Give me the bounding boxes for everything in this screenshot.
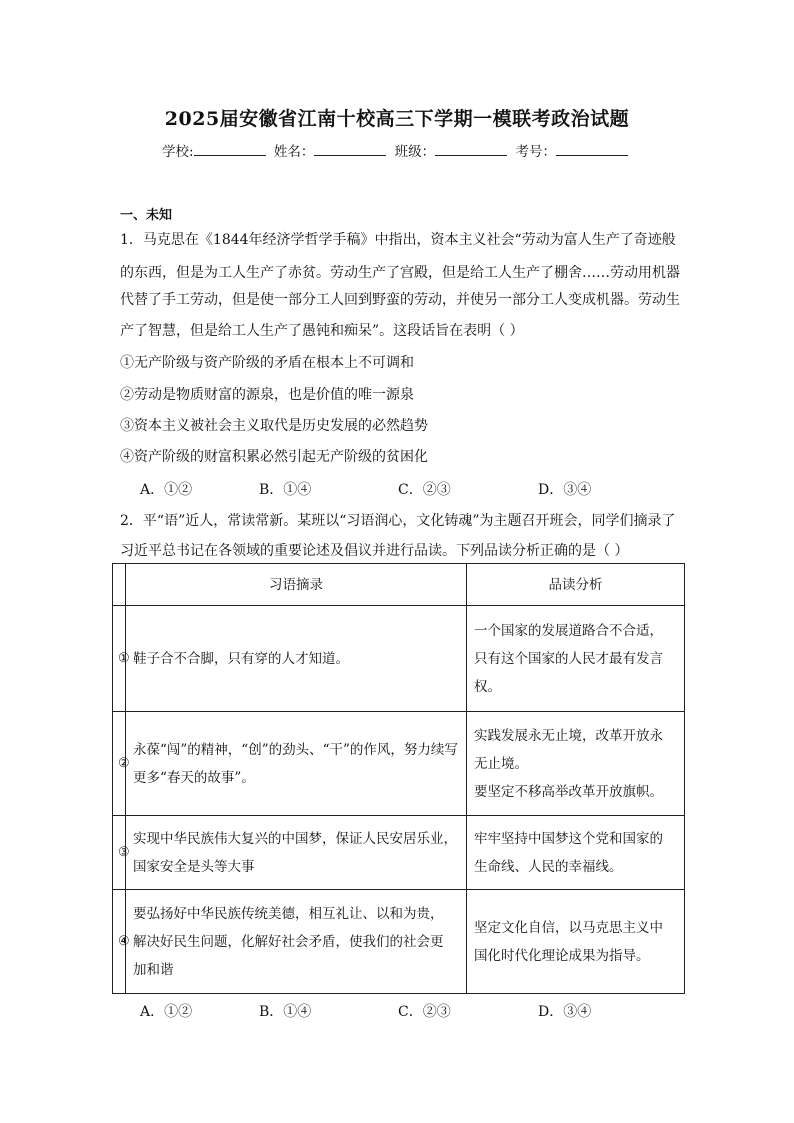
class-blank[interactable] <box>435 142 507 156</box>
quote-line: 永葆“闯”的精神，“创”的劲头、“干”的作风，努力续写 <box>133 741 458 758</box>
quote-line: 鞋子合不合脚，只有穿的人才知道。 <box>133 650 349 667</box>
analysis-line: 只有这个国家的人民才最有发言 <box>474 650 663 667</box>
table-header-row <box>113 564 685 606</box>
analysis-cell <box>467 606 685 712</box>
q1-line: 的东西，但是为工人生产了赤贫。劳动生产了宫殿，但是给工人生产了棚舍……劳动用机器 <box>120 265 680 281</box>
q1-option-b[interactable]: B．①④ <box>259 482 312 498</box>
exam-title: 2025届安徽省江南十校高三下学期一模联考政治试题 <box>164 108 630 130</box>
exam-number-blank[interactable] <box>556 142 628 156</box>
q2-option-a[interactable]: A．①② <box>140 1004 193 1020</box>
analysis-line: 一个国家的发展道路合不合适， <box>474 622 663 639</box>
school-blank[interactable] <box>194 142 266 156</box>
row-number: ③ <box>113 816 126 890</box>
exam-number-label: 考号： <box>515 144 556 160</box>
table-corner-cell <box>113 564 126 606</box>
table-row <box>113 890 685 994</box>
q2-option-c[interactable]: C．②③ <box>398 1004 451 1020</box>
analysis-line: 要坚定不移高举改革开放旗帜。 <box>474 783 663 800</box>
analysis-line: 权。 <box>474 678 501 695</box>
table-row <box>113 712 685 816</box>
q1-statement-4: ④资产阶级的财富积累必然引起无产阶级的贫困化 <box>120 449 428 465</box>
analysis-cell <box>467 712 685 816</box>
header-quote: 习语摘录 <box>126 564 467 606</box>
quote-cell <box>126 606 467 712</box>
quote-line: 加和谐 <box>133 961 174 978</box>
header-analysis: 品读分析 <box>467 564 685 606</box>
q1-option-d[interactable]: D．③④ <box>538 482 592 498</box>
q1-statement-1: ①无产阶级与资产阶级的矛盾在根本上不可调和 <box>120 355 414 371</box>
school-label: 学校: <box>162 144 194 160</box>
analysis-line: 国化时代化理论成果为指导。 <box>474 947 650 964</box>
row-number: ④ <box>113 890 126 994</box>
quote-cell <box>126 816 467 890</box>
analysis-cell <box>467 816 685 890</box>
analysis-line: 实践发展永无止境，改革开放永 <box>474 727 663 744</box>
q2-option-d[interactable]: D．③④ <box>538 1004 592 1020</box>
analysis-line: 坚定文化自信，以马克思主义中 <box>474 919 663 936</box>
student-info-line <box>162 140 630 160</box>
class-label: 班级： <box>394 144 436 160</box>
quote-analysis-table <box>112 563 685 994</box>
analysis-cell <box>467 890 685 994</box>
analysis-line: 生命线、人民的幸福线。 <box>474 858 623 875</box>
quote-line: 实现中华民族伟大复兴的中国梦，保证人民安居乐业， <box>133 830 457 847</box>
q2-line: 2．平“语”近人，常读常新。某班以“习语润心，文化铸魂”为主题召开班会，同学们摘录了 <box>120 513 676 529</box>
q1-option-a[interactable]: A．①② <box>140 482 193 498</box>
quote-cell <box>126 890 467 994</box>
analysis-line: 无止境。 <box>474 755 528 772</box>
q1-statement-3: ③资本主义被社会主义取代是历史发展的必然趋势 <box>120 418 428 434</box>
q2-option-b[interactable]: B．①④ <box>259 1004 312 1020</box>
row-number: ① <box>113 606 126 712</box>
q1-line: 产了智慧，但是给工人生产了愚钝和痴呆”。这段话旨在表明（ ） <box>120 323 524 339</box>
q1-line: 代替了手工劳动，但是使一部分工人回到野蛮的劳动，并使另一部分工人变成机器。劳动生 <box>120 292 680 308</box>
table-row <box>113 606 685 712</box>
quote-line: 解决好民生问题，化解好社会矛盾，使我们的社会更 <box>133 933 444 950</box>
q2-line: 习近平总书记在各领域的重要论述及倡议并进行品读。下列品读分析正确的是（ ） <box>120 543 629 559</box>
name-label: 姓名： <box>273 144 315 160</box>
analysis-line: 牢牢坚持中国梦这个党和国家的 <box>474 830 663 847</box>
name-blank[interactable] <box>314 142 386 156</box>
quote-line: 更多“春天的故事”。 <box>133 769 255 786</box>
q1-line: 1．马克思在《1844年经济学哲学手稿》中指出，资本主义社会“劳动为富人生产了奇迹般 <box>120 232 676 248</box>
section-heading: 一、未知 <box>120 208 173 223</box>
quote-line: 国家安全是头等大事 <box>133 858 255 875</box>
table-row <box>113 816 685 890</box>
quote-line: 要弘扬好中华民族传统美德，相互礼让、以和为贵， <box>133 905 444 922</box>
row-number: ② <box>113 712 126 816</box>
q1-option-c[interactable]: C．②③ <box>398 482 451 498</box>
quote-cell <box>126 712 467 816</box>
q1-statement-2: ②劳动是物质财富的源泉，也是价值的唯一源泉 <box>120 387 414 403</box>
